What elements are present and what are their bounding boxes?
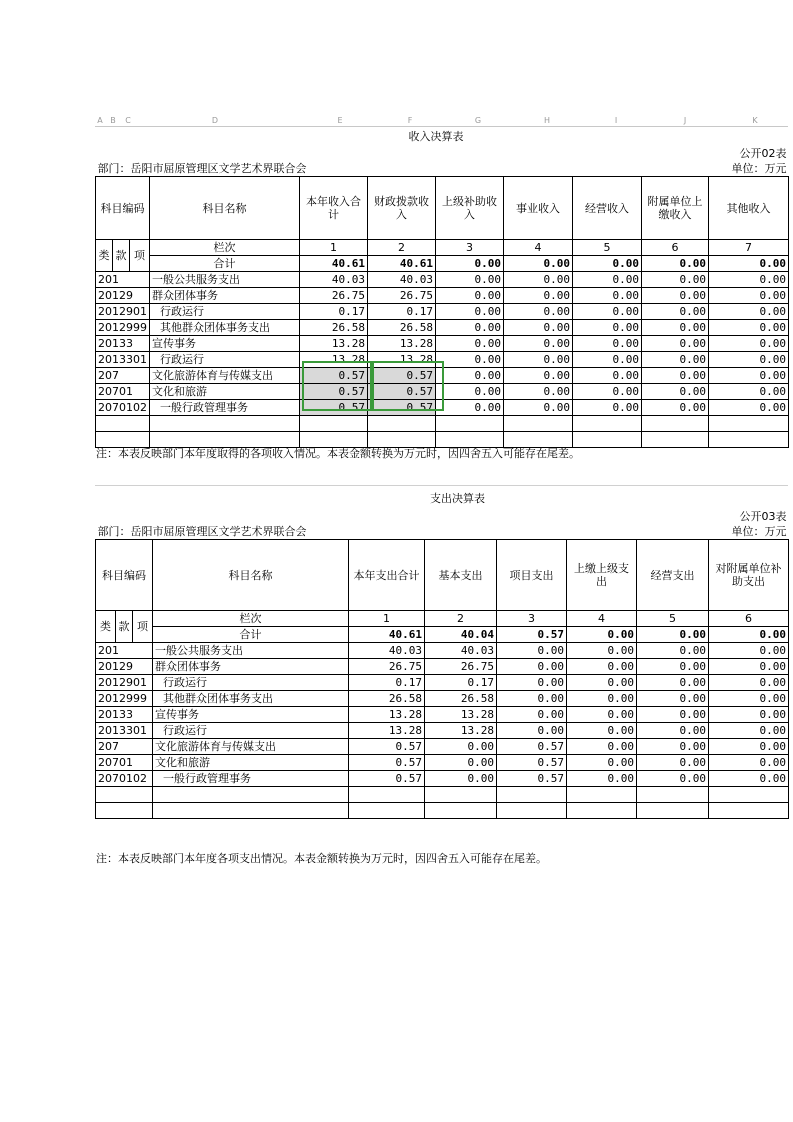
col-letter-b: B bbox=[110, 116, 116, 125]
expense-unit: 单位：万元 bbox=[497, 524, 789, 540]
income-xiang-header: 项 bbox=[130, 240, 150, 272]
expense-total-1: 40.61 bbox=[349, 627, 425, 643]
amount-cell: 0.00 bbox=[709, 288, 789, 304]
amount-cell: 0.00 bbox=[573, 304, 642, 320]
amount-cell: 0.00 bbox=[436, 336, 504, 352]
amount-cell: 0.00 bbox=[567, 675, 637, 691]
amount-cell: 0.00 bbox=[567, 707, 637, 723]
amount-cell: 0.57 bbox=[497, 755, 567, 771]
amount-cell: 26.75 bbox=[368, 288, 436, 304]
subject-code-cell: 2013301 bbox=[96, 352, 150, 368]
amount-cell: 0.00 bbox=[567, 643, 637, 659]
income-col-header-1: 本年收入合计 bbox=[300, 177, 368, 240]
table-row bbox=[96, 400, 789, 416]
subject-name-cell: 宣传事务 bbox=[153, 707, 349, 723]
table-row bbox=[96, 352, 789, 368]
expense-kuan-header: 款 bbox=[116, 611, 133, 643]
amount-cell: 0.00 bbox=[425, 771, 497, 787]
amount-cell: 0.00 bbox=[436, 272, 504, 288]
amount-cell: 0.00 bbox=[497, 643, 567, 659]
amount-cell: 0.00 bbox=[637, 755, 709, 771]
amount-cell: 0.00 bbox=[709, 739, 789, 755]
expense-title: 支出决算表 bbox=[430, 491, 486, 505]
amount-cell: 0.00 bbox=[709, 755, 789, 771]
amount-cell: 0.00 bbox=[642, 304, 709, 320]
income-col-num-6: 6 bbox=[642, 240, 709, 256]
expense-top-gridline bbox=[95, 485, 788, 486]
income-unit: 单位：万元 bbox=[504, 161, 789, 177]
income-total-1: 40.61 bbox=[300, 256, 368, 272]
amount-cell: 0.00 bbox=[637, 675, 709, 691]
amount-cell: 0.17 bbox=[300, 304, 368, 320]
table-row bbox=[96, 755, 789, 771]
amount-cell: 0.00 bbox=[567, 771, 637, 787]
col-letter-j: J bbox=[683, 116, 687, 125]
expense-col-header-2: 基本支出 bbox=[425, 540, 497, 611]
expense-subject-name-header: 科目名称 bbox=[153, 540, 349, 611]
table-row bbox=[96, 320, 789, 336]
amount-cell: 0.00 bbox=[436, 304, 504, 320]
amount-cell: 13.28 bbox=[349, 723, 425, 739]
amount-cell: 0.00 bbox=[709, 384, 789, 400]
table-row bbox=[96, 368, 789, 384]
table-row bbox=[96, 336, 789, 352]
table-row bbox=[96, 707, 789, 723]
subject-name-cell: 一般公共服务支出 bbox=[153, 643, 349, 659]
amount-cell: 26.75 bbox=[425, 659, 497, 675]
table-row bbox=[96, 643, 789, 659]
subject-code-cell: 207 bbox=[96, 739, 153, 755]
table-row bbox=[96, 771, 789, 787]
amount-cell: 26.58 bbox=[368, 320, 436, 336]
amount-cell: 0.00 bbox=[567, 755, 637, 771]
amount-cell: 40.03 bbox=[300, 272, 368, 288]
subject-name-cell: 群众团体事务 bbox=[150, 288, 300, 304]
subject-code-cell: 2012901 bbox=[96, 304, 150, 320]
amount-cell: 0.00 bbox=[642, 368, 709, 384]
subject-name-cell: 文化旅游体育与传媒支出 bbox=[150, 368, 300, 384]
income-total-3: 0.00 bbox=[436, 256, 504, 272]
table-row bbox=[96, 288, 789, 304]
amount-cell: 0.00 bbox=[637, 723, 709, 739]
expense-col-num-2: 2 bbox=[425, 611, 497, 627]
subject-code-cell: 2013301 bbox=[96, 723, 153, 739]
amount-cell: 0.00 bbox=[504, 368, 573, 384]
amount-cell: 0.00 bbox=[436, 288, 504, 304]
amount-cell: 13.28 bbox=[368, 336, 436, 352]
amount-cell: 0.00 bbox=[497, 707, 567, 723]
expense-note: 注：本表反映部门本年度各项支出情况。本表金额转换为万元时，因四舍五入可能存在尾差。 bbox=[96, 852, 547, 865]
amount-cell: 0.00 bbox=[497, 659, 567, 675]
subject-code-cell: 20133 bbox=[96, 707, 153, 723]
subject-code-cell: 201 bbox=[96, 643, 153, 659]
col-letter-k: K bbox=[752, 116, 758, 125]
subject-code-cell: 20129 bbox=[96, 288, 150, 304]
amount-cell: 13.28 bbox=[425, 723, 497, 739]
expense-col-header-1: 本年支出合计 bbox=[349, 540, 425, 611]
col-letter-i: I bbox=[614, 116, 618, 125]
subject-name-cell: 文化和旅游 bbox=[153, 755, 349, 771]
amount-cell: 0.00 bbox=[642, 288, 709, 304]
expense-total-5: 0.00 bbox=[637, 627, 709, 643]
amount-cell: 0.00 bbox=[567, 739, 637, 755]
col-letter-f: F bbox=[407, 116, 413, 125]
income-total-2: 40.61 bbox=[368, 256, 436, 272]
expense-col-num-5: 5 bbox=[637, 611, 709, 627]
amount-cell: 0.00 bbox=[504, 352, 573, 368]
subject-name-cell: 一般行政管理事务 bbox=[153, 771, 349, 787]
amount-cell: 0.00 bbox=[637, 643, 709, 659]
amount-cell: 0.00 bbox=[642, 400, 709, 416]
amount-cell: 0.57 bbox=[349, 771, 425, 787]
amount-cell: 0.00 bbox=[504, 288, 573, 304]
amount-cell: 0.00 bbox=[709, 707, 789, 723]
amount-cell: 26.58 bbox=[425, 691, 497, 707]
amount-cell: 0.00 bbox=[573, 384, 642, 400]
amount-cell: 0.00 bbox=[436, 368, 504, 384]
income-col-header-5: 经营收入 bbox=[573, 177, 642, 240]
table-row bbox=[96, 272, 789, 288]
subject-name-cell: 一般公共服务支出 bbox=[150, 272, 300, 288]
table-row bbox=[96, 659, 789, 675]
amount-cell: 0.00 bbox=[642, 320, 709, 336]
amount-cell: 0.00 bbox=[573, 320, 642, 336]
amount-cell: 0.57 bbox=[300, 400, 368, 416]
income-col-num-3: 3 bbox=[436, 240, 504, 256]
amount-cell: 0.00 bbox=[504, 320, 573, 336]
amount-cell: 0.00 bbox=[567, 659, 637, 675]
amount-cell: 0.00 bbox=[573, 400, 642, 416]
subject-name-cell: 行政运行 bbox=[153, 723, 349, 739]
amount-cell: 0.00 bbox=[637, 691, 709, 707]
amount-cell: 0.00 bbox=[573, 288, 642, 304]
subject-name-cell: 行政运行 bbox=[153, 675, 349, 691]
subject-code-cell: 2012999 bbox=[96, 320, 150, 336]
amount-cell: 0.00 bbox=[504, 400, 573, 416]
amount-cell: 13.28 bbox=[368, 352, 436, 368]
amount-cell: 0.00 bbox=[573, 336, 642, 352]
amount-cell: 0.57 bbox=[300, 368, 368, 384]
amount-cell: 13.28 bbox=[300, 336, 368, 352]
amount-cell: 0.00 bbox=[436, 352, 504, 368]
income-col-header-7: 其他收入 bbox=[709, 177, 789, 240]
income-table-code: 公开02表 bbox=[739, 147, 787, 160]
col-letter-e: E bbox=[337, 116, 343, 125]
amount-cell: 0.57 bbox=[300, 384, 368, 400]
amount-cell: 0.00 bbox=[436, 400, 504, 416]
income-lanci-label: 栏次 bbox=[150, 240, 300, 256]
income-col-num-1: 1 bbox=[300, 240, 368, 256]
income-lei-header: 类 bbox=[96, 240, 113, 272]
amount-cell: 0.00 bbox=[436, 384, 504, 400]
expense-total-2: 40.04 bbox=[425, 627, 497, 643]
expense-lei-header: 类 bbox=[96, 611, 116, 643]
income-col-header-6: 附属单位上缴收入 bbox=[642, 177, 709, 240]
amount-cell: 26.75 bbox=[300, 288, 368, 304]
amount-cell: 26.58 bbox=[349, 691, 425, 707]
amount-cell: 0.00 bbox=[642, 352, 709, 368]
expense-table bbox=[95, 487, 789, 819]
income-total-5: 0.00 bbox=[573, 256, 642, 272]
income-col-header-2: 财政拨款收入 bbox=[368, 177, 436, 240]
amount-cell: 0.00 bbox=[637, 659, 709, 675]
amount-cell: 0.17 bbox=[425, 675, 497, 691]
col-letter-h: H bbox=[543, 116, 550, 125]
amount-cell: 0.00 bbox=[709, 723, 789, 739]
amount-cell: 0.00 bbox=[497, 723, 567, 739]
table-row bbox=[96, 723, 789, 739]
subject-code-cell: 20701 bbox=[96, 384, 150, 400]
income-kuan-header: 款 bbox=[113, 240, 130, 272]
amount-cell: 26.75 bbox=[349, 659, 425, 675]
expense-col-num-3: 3 bbox=[497, 611, 567, 627]
expense-col-num-1: 1 bbox=[349, 611, 425, 627]
expense-col-num-4: 4 bbox=[567, 611, 637, 627]
amount-cell: 0.00 bbox=[425, 739, 497, 755]
amount-cell: 0.00 bbox=[573, 352, 642, 368]
expense-total-label: 合计 bbox=[153, 627, 349, 643]
amount-cell: 0.17 bbox=[349, 675, 425, 691]
expense-total-3: 0.57 bbox=[497, 627, 567, 643]
col-letter-g: G bbox=[474, 116, 482, 125]
amount-cell: 0.57 bbox=[368, 400, 436, 416]
col-letter-a: A bbox=[97, 116, 103, 125]
income-subject-code-header: 科目编码 bbox=[96, 177, 150, 240]
subject-code-cell: 2070102 bbox=[96, 771, 153, 787]
amount-cell: 0.00 bbox=[504, 384, 573, 400]
amount-cell: 0.00 bbox=[642, 336, 709, 352]
amount-cell: 13.28 bbox=[300, 352, 368, 368]
amount-cell: 0.57 bbox=[368, 384, 436, 400]
expense-dept: 部门：岳阳市屈原管理区文学艺术界联合会 bbox=[96, 524, 497, 540]
amount-cell: 0.00 bbox=[504, 304, 573, 320]
income-total-4: 0.00 bbox=[504, 256, 573, 272]
expense-xiang-header: 项 bbox=[133, 611, 153, 643]
amount-cell: 0.00 bbox=[709, 320, 789, 336]
subject-name-cell: 行政运行 bbox=[150, 304, 300, 320]
income-total-6: 0.00 bbox=[642, 256, 709, 272]
amount-cell: 0.00 bbox=[504, 272, 573, 288]
expense-total-4: 0.00 bbox=[567, 627, 637, 643]
table-row bbox=[96, 384, 789, 400]
income-title: 收入决算表 bbox=[408, 129, 464, 143]
table-row bbox=[96, 675, 789, 691]
expense-col-num-6: 6 bbox=[709, 611, 789, 627]
amount-cell: 0.00 bbox=[497, 675, 567, 691]
income-dept: 部门：岳阳市屈原管理区文学艺术界联合会 bbox=[96, 161, 504, 177]
col-letter-d: D bbox=[211, 116, 219, 125]
amount-cell: 0.00 bbox=[504, 336, 573, 352]
expense-subject-code-header: 科目编码 bbox=[96, 540, 153, 611]
amount-cell: 0.57 bbox=[497, 771, 567, 787]
income-col-num-7: 7 bbox=[709, 240, 789, 256]
amount-cell: 0.00 bbox=[709, 352, 789, 368]
amount-cell: 0.00 bbox=[637, 739, 709, 755]
col-letter-c: C bbox=[125, 116, 131, 125]
subject-name-cell: 文化旅游体育与传媒支出 bbox=[153, 739, 349, 755]
income-note: 注：本表反映部门本年度取得的各项收入情况。本表金额转换为万元时，因四舍五入可能存在尾差。 bbox=[96, 447, 580, 460]
subject-code-cell: 2012901 bbox=[96, 675, 153, 691]
amount-cell: 0.00 bbox=[709, 272, 789, 288]
income-col-header-3: 上级补助收入 bbox=[436, 177, 504, 240]
subject-code-cell: 20701 bbox=[96, 755, 153, 771]
amount-cell: 0.00 bbox=[709, 368, 789, 384]
subject-code-cell: 201 bbox=[96, 272, 150, 288]
income-col-num-4: 4 bbox=[504, 240, 573, 256]
amount-cell: 0.00 bbox=[709, 643, 789, 659]
amount-cell: 0.57 bbox=[349, 739, 425, 755]
amount-cell: 13.28 bbox=[425, 707, 497, 723]
amount-cell: 0.00 bbox=[637, 771, 709, 787]
subject-code-cell: 2012999 bbox=[96, 691, 153, 707]
amount-cell: 0.00 bbox=[573, 368, 642, 384]
amount-cell: 0.00 bbox=[709, 675, 789, 691]
amount-cell: 0.00 bbox=[709, 771, 789, 787]
expense-col-header-5: 经营支出 bbox=[637, 540, 709, 611]
subject-name-cell: 文化和旅游 bbox=[150, 384, 300, 400]
table-row bbox=[96, 304, 789, 320]
subject-name-cell: 行政运行 bbox=[150, 352, 300, 368]
amount-cell: 40.03 bbox=[349, 643, 425, 659]
subject-code-cell: 207 bbox=[96, 368, 150, 384]
amount-cell: 0.00 bbox=[573, 272, 642, 288]
expense-lanci-label: 栏次 bbox=[153, 611, 349, 627]
amount-cell: 0.00 bbox=[567, 691, 637, 707]
subject-code-cell: 2070102 bbox=[96, 400, 150, 416]
amount-cell: 26.58 bbox=[300, 320, 368, 336]
expense-table-code: 公开03表 bbox=[739, 510, 787, 523]
subject-name-cell: 其他群众团体事务支出 bbox=[150, 320, 300, 336]
amount-cell: 0.00 bbox=[425, 755, 497, 771]
income-col-num-5: 5 bbox=[573, 240, 642, 256]
table-row bbox=[96, 691, 789, 707]
table-row bbox=[96, 739, 789, 755]
amount-cell: 0.00 bbox=[436, 320, 504, 336]
amount-cell: 0.57 bbox=[368, 368, 436, 384]
expense-col-header-3: 项目支出 bbox=[497, 540, 567, 611]
expense-col-header-6: 对附属单位补助支出 bbox=[709, 540, 789, 611]
amount-cell: 40.03 bbox=[425, 643, 497, 659]
amount-cell: 0.57 bbox=[497, 739, 567, 755]
income-table bbox=[95, 126, 789, 448]
amount-cell: 0.00 bbox=[709, 336, 789, 352]
amount-cell: 0.17 bbox=[368, 304, 436, 320]
subject-code-cell: 20129 bbox=[96, 659, 153, 675]
amount-cell: 0.57 bbox=[349, 755, 425, 771]
amount-cell: 40.03 bbox=[368, 272, 436, 288]
amount-cell: 0.00 bbox=[709, 304, 789, 320]
income-col-header-4: 事业收入 bbox=[504, 177, 573, 240]
amount-cell: 0.00 bbox=[642, 384, 709, 400]
amount-cell: 0.00 bbox=[567, 723, 637, 739]
amount-cell: 0.00 bbox=[642, 272, 709, 288]
subject-name-cell: 宣传事务 bbox=[150, 336, 300, 352]
income-subject-name-header: 科目名称 bbox=[150, 177, 300, 240]
amount-cell: 0.00 bbox=[709, 400, 789, 416]
subject-name-cell: 一般行政管理事务 bbox=[150, 400, 300, 416]
amount-cell: 0.00 bbox=[637, 707, 709, 723]
amount-cell: 0.00 bbox=[709, 691, 789, 707]
expense-total-6: 0.00 bbox=[709, 627, 789, 643]
amount-cell: 0.00 bbox=[497, 691, 567, 707]
subject-name-cell: 其他群众团体事务支出 bbox=[153, 691, 349, 707]
income-total-label: 合计 bbox=[150, 256, 300, 272]
subject-code-cell: 20133 bbox=[96, 336, 150, 352]
subject-name-cell: 群众团体事务 bbox=[153, 659, 349, 675]
income-col-num-2: 2 bbox=[368, 240, 436, 256]
expense-col-header-4: 上缴上级支出 bbox=[567, 540, 637, 611]
amount-cell: 0.00 bbox=[709, 659, 789, 675]
income-total-7: 0.00 bbox=[709, 256, 789, 272]
amount-cell: 13.28 bbox=[349, 707, 425, 723]
